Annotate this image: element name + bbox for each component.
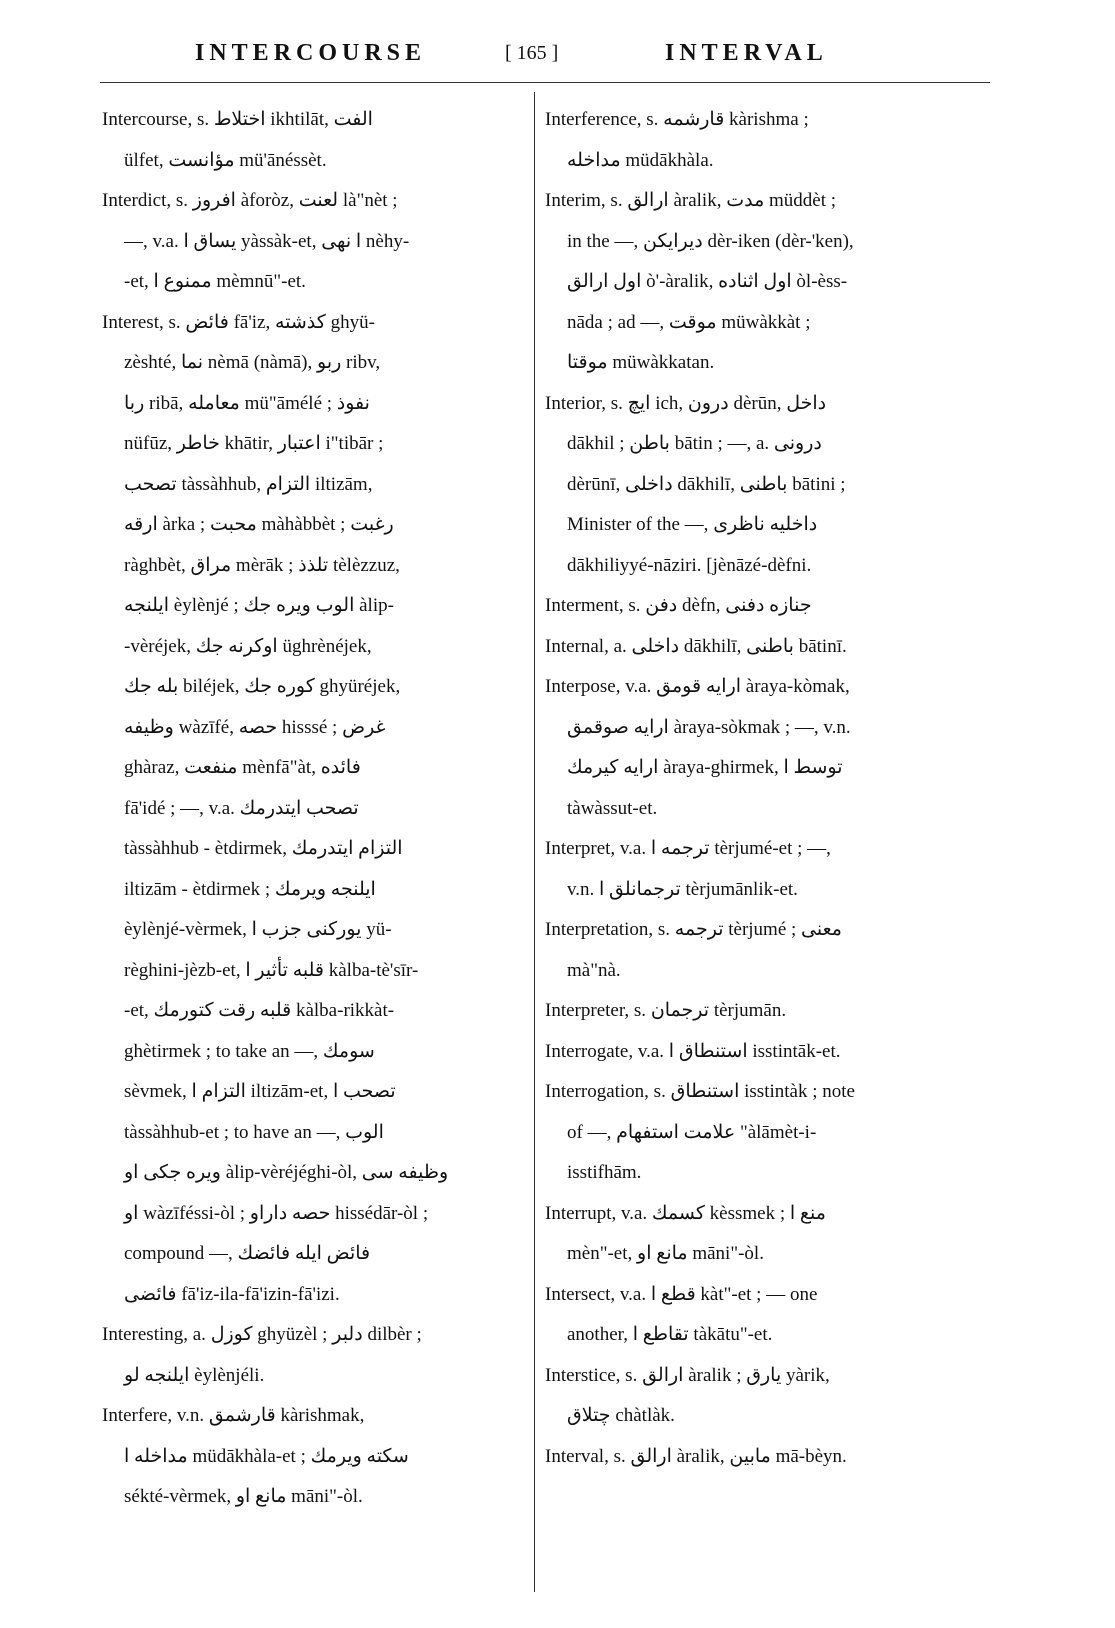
dictionary-entry (102, 1396, 522, 1518)
entry-continuation-line: ارايه كيرمك àraya-ghirmek, توسط ا (567, 757, 843, 778)
entry-continuation-line: v.n. ترجمانلق ا tèrjumānlik-et. (567, 878, 798, 900)
dictionary-entry (545, 829, 965, 910)
entry-continuation-line: règhini-jèzb-et, قلبه تأثير ا kàlba-tè'sīr- (124, 959, 419, 981)
entry-continuation-line: isstifhām. (567, 1162, 642, 1183)
entry-continuation-line: zèshté, نما nèmā (nàmā), ربو ribv, (124, 352, 381, 373)
dictionary-entry (545, 627, 965, 668)
dictionary-entry (545, 991, 965, 1032)
entry-continuation-line: èylènjé-vèrmek, يوركنى جزب ا yü- (124, 919, 392, 940)
entry-continuation-line: او wàzīféssi-òl ; حصه داراو hissédār-òl ; (124, 1202, 429, 1224)
entry-continuation-line: —, v.a. يساق ا yàssàk-et, ا نهی nèhy- (124, 230, 410, 252)
dictionary-entry (102, 1315, 522, 1396)
entry-headword-line: Interrogation, s. استنطاق isstintàk ; note (545, 1081, 855, 1102)
entry-continuation-line: -et, قلبه رقت كتورمك kàlba-rikkàt- (124, 1000, 395, 1021)
dictionary-entry (545, 1194, 965, 1275)
entry-continuation-line: فائضى fā'iz-ila-fā'izin-fā'izi. (124, 1283, 340, 1305)
dictionary-entry (102, 100, 522, 181)
entry-continuation-line: ربا ribā, معامله mü"āmélé ; نفوذ (124, 392, 370, 414)
entry-continuation-line: وظيفه wàzīfé, حصه hisssé ; غرض (124, 716, 386, 738)
entry-headword-line: Intercourse, s. اختلاط ikhtilāt, الفت (102, 109, 373, 130)
entry-continuation-line: fā'idé ; —, v.a. تصحب ايتدرمك (124, 797, 359, 819)
entry-continuation-line: mèn"-et, مانع او māni"-òl. (567, 1243, 764, 1264)
entry-headword-line: Intersect, v.a. قطع ا kàt"-et ; — one (545, 1283, 818, 1305)
entry-continuation-line: sèvmek, التزام ا iltizām-et, تصحب ا (124, 1081, 396, 1102)
entry-continuation-line: بله جك biléjek, كوره جك ghyüréjek, (124, 676, 401, 697)
entry-continuation-line: -et, ممنوع ا mèmnū"-et. (124, 271, 306, 292)
dictionary-entry (545, 181, 965, 384)
entry-continuation-line: tàssàhhub-et ; to have an —, الوب (124, 1121, 384, 1143)
dictionary-entry (545, 1275, 965, 1356)
entry-continuation-line: dākhiliyyé-nāziri. [jènāzé-dèfni. (567, 554, 812, 576)
entry-headword-line: Interrogate, v.a. استنطاق ا isstintāk-et. (545, 1040, 841, 1062)
entry-headword-line: Interference, s. قارشمه kàrishma ; (545, 109, 809, 130)
dictionary-entry (545, 1032, 965, 1073)
entry-continuation-line: Minister of the —, داخليه ناظرى (567, 514, 818, 535)
entry-continuation-line: nüfūz, خاطر khātir, اعتبار i"tibār ; (124, 433, 384, 454)
header-rule (100, 82, 990, 83)
entry-headword-line: Interpreter, s. ترجمان tèrjumān. (545, 1000, 787, 1021)
dictionary-entry (545, 1072, 965, 1194)
entry-headword-line: Interpretation, s. ترجمه tèrjumé ; معنى (545, 919, 842, 940)
dictionary-entry (545, 1437, 965, 1478)
entry-continuation-line: iltizām - ètdirmek ; ايلنجه ويرمك (124, 878, 376, 900)
dictionary-entry (545, 586, 965, 627)
entry-headword-line: Interesting, a. كوزل ghyüzèl ; دلبر dilbèr ; (102, 1324, 422, 1345)
entry-continuation-line: in the —, ديرايكن dèr-iken (dèr-'ken), (567, 230, 854, 252)
dictionary-entry (102, 181, 522, 303)
column-divider (534, 92, 535, 1592)
entry-continuation-line: dākhil ; باطن bātin ; —, a. درونى (567, 433, 822, 454)
entry-continuation-line: tàwàssut-et. (567, 797, 658, 819)
dictionary-entry (545, 100, 965, 181)
entry-continuation-line: ارايه صوقمق àraya-sòkmak ; —, v.n. (567, 716, 851, 738)
entry-continuation-line: compound —, فائض ايله فائضك (124, 1243, 371, 1264)
entry-headword-line: Interrupt, v.a. كسمك kèssmek ; منع ا (545, 1202, 826, 1224)
entry-continuation-line: of —, علامت استفهام "àlāmèt-i- (567, 1121, 817, 1143)
entry-headword-line: Interstice, s. ارالق àralik ; يارق yàrik, (545, 1364, 830, 1386)
entry-continuation-line: ارقه àrka ; محبت màhàbbèt ; رغبت (124, 514, 394, 535)
header-right-guide-word: INTERVAL (665, 40, 828, 66)
entry-continuation-line: mà"nà. (567, 959, 621, 981)
entry-headword-line: Interpose, v.a. ارايه قومق àraya-kòmak, (545, 676, 850, 697)
entry-continuation-line: -vèréjek, اوكرنه جك üghrènéjek, (124, 635, 372, 657)
dictionary-entry (545, 910, 965, 991)
entry-headword-line: Interpret, v.a. ترجمه ا tèrjumé-et ; —, (545, 838, 831, 859)
page-number: [ 165 ] (505, 42, 559, 64)
entry-continuation-line: ülfet, مؤانست mü'ānéssèt. (124, 149, 327, 171)
entry-headword-line: Interval, s. ارالق àralik, مابين mā-bèyn. (545, 1445, 847, 1467)
entry-continuation-line: ويره جكى او àlip-vèréjéghi-òl, وظيفه سى (124, 1162, 449, 1183)
left-column (102, 100, 522, 1518)
entry-continuation-line: ايلنجه لو èylènjéli. (124, 1364, 265, 1386)
entry-headword-line: Interment, s. دفن dèfn, جنازه دفنى (545, 595, 812, 616)
dictionary-entry (545, 1356, 965, 1437)
entry-continuation-line: dèrūnī, داخلى dākhilī, باطنى bātini ; (567, 473, 846, 495)
entry-continuation-line: اول ارالق ò'-àralik, اول اثناده òl-èss- (567, 271, 848, 292)
entry-continuation-line: nāda ; ad —, موقت müwàkkàt ; (567, 311, 811, 333)
entry-headword-line: Interim, s. ارالق àralik, مدت müddèt ; (545, 190, 837, 211)
entry-continuation-line: tàssàhhub - ètdirmek, التزام ايتدرمك (124, 838, 403, 859)
entry-continuation-line: چتلاق chàtlàk. (567, 1405, 675, 1426)
entry-continuation-line: موقتا müwàkkatan. (567, 352, 715, 373)
dictionary-entry (102, 303, 522, 1316)
entry-headword-line: Internal, a. داخلى dākhilī, باطنى bātinī. (545, 635, 847, 657)
entry-continuation-line: sékté-vèrmek, مانع او māni"-òl. (124, 1486, 363, 1507)
entry-continuation-line: مداخله ا müdākhàla-et ; سكته ويرمك (124, 1445, 409, 1467)
entry-headword-line: Interdict, s. افروز àforòz, لعنت là"nèt ; (102, 190, 398, 211)
entry-continuation-line: another, تقاطع ا tàkātu"-et. (567, 1324, 773, 1345)
entry-headword-line: Interest, s. فائض fā'iz, كذشته ghyü- (102, 311, 375, 333)
dictionary-entry (545, 384, 965, 587)
entry-continuation-line: مداخله müdākhàla. (567, 149, 714, 171)
entry-continuation-line: تصحب tàssàhhub, التزام iltizām, (124, 473, 373, 495)
right-column (545, 100, 965, 1477)
header-left-guide-word: INTERCOURSE (195, 40, 427, 66)
entry-continuation-line: ghètirmek ; to take an —, سومك (124, 1040, 375, 1062)
entry-continuation-line: ghàraz, منفعت mènfā"àt, فائده (124, 757, 361, 778)
entry-continuation-line: ràghbèt, مراق mèrāk ; تلذذ tèlèzzuz, (124, 554, 400, 576)
dictionary-entry (545, 667, 965, 829)
entry-headword-line: Interfere, v.n. قارشمق kàrishmak, (102, 1405, 365, 1426)
entry-headword-line: Interior, s. ايچ ich, درون dèrūn, داخل (545, 392, 827, 414)
entry-continuation-line: ايلنجه èylènjé ; الوب ويره جك àlip- (124, 595, 394, 616)
running-header (100, 40, 990, 80)
